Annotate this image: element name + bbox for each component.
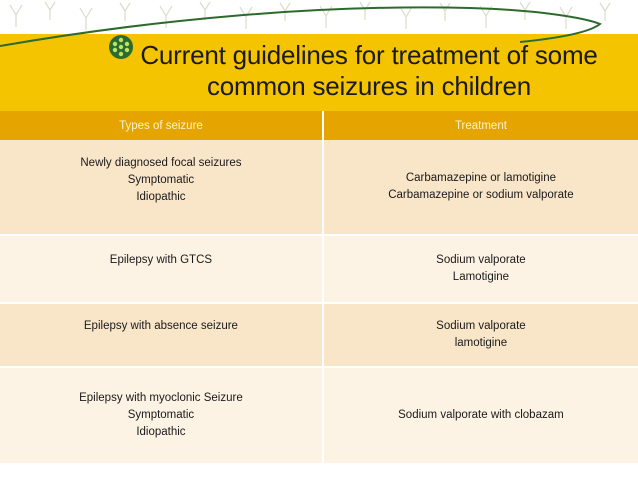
treatment-line: Sodium valporate with clobazam — [398, 409, 564, 421]
treatment-cell — [323, 303, 638, 367]
seizure-type-line: Epilepsy with myoclonic Seizure — [79, 392, 243, 404]
treatment-cell — [323, 235, 638, 303]
seizure-type-cell — [0, 367, 323, 463]
treatment-cell — [323, 140, 638, 235]
seizure-type-line: Symptomatic — [127, 173, 195, 186]
table-row — [0, 303, 638, 367]
header-treatment: Treatment — [323, 111, 638, 140]
table-row — [0, 235, 638, 303]
seizure-type-cell — [0, 235, 323, 303]
seizure-type-line: Symptomatic — [127, 409, 195, 421]
seizure-type-line: Epilepsy with absence seizure — [83, 320, 238, 332]
seizure-type-line: Idiopathic — [136, 190, 186, 203]
seizure-type-line: Idiopathic — [136, 426, 186, 438]
treatment-line: Lamotigine — [452, 271, 510, 283]
treatment-line: Carbamazepine or lamotigine — [405, 172, 557, 184]
header-types-of-seizure: Types of seizure — [0, 111, 323, 140]
table-header-row — [0, 111, 638, 140]
slide-title-line-2: common seizures in children — [206, 71, 532, 101]
treatment-line: Carbamazepine or sodium valporate — [388, 189, 574, 201]
slide-title — [100, 40, 638, 102]
slide-title-line-1: Current guidelines for treatment of some — [140, 40, 598, 70]
seizure-type-line: Newly diagnosed focal seizures — [80, 156, 242, 169]
seizure-type-cell — [0, 303, 323, 367]
table-row — [0, 367, 638, 463]
treatment-line: Sodium valporate — [436, 320, 526, 332]
guidelines-table — [0, 111, 638, 463]
treatment-line: Sodium valporate — [436, 254, 526, 266]
seizure-type-cell — [0, 140, 323, 235]
treatment-cell — [323, 367, 638, 463]
seizure-type-line: Epilepsy with GTCS — [109, 254, 213, 266]
treatment-line: lamotigine — [454, 337, 508, 349]
table-row — [0, 140, 638, 235]
